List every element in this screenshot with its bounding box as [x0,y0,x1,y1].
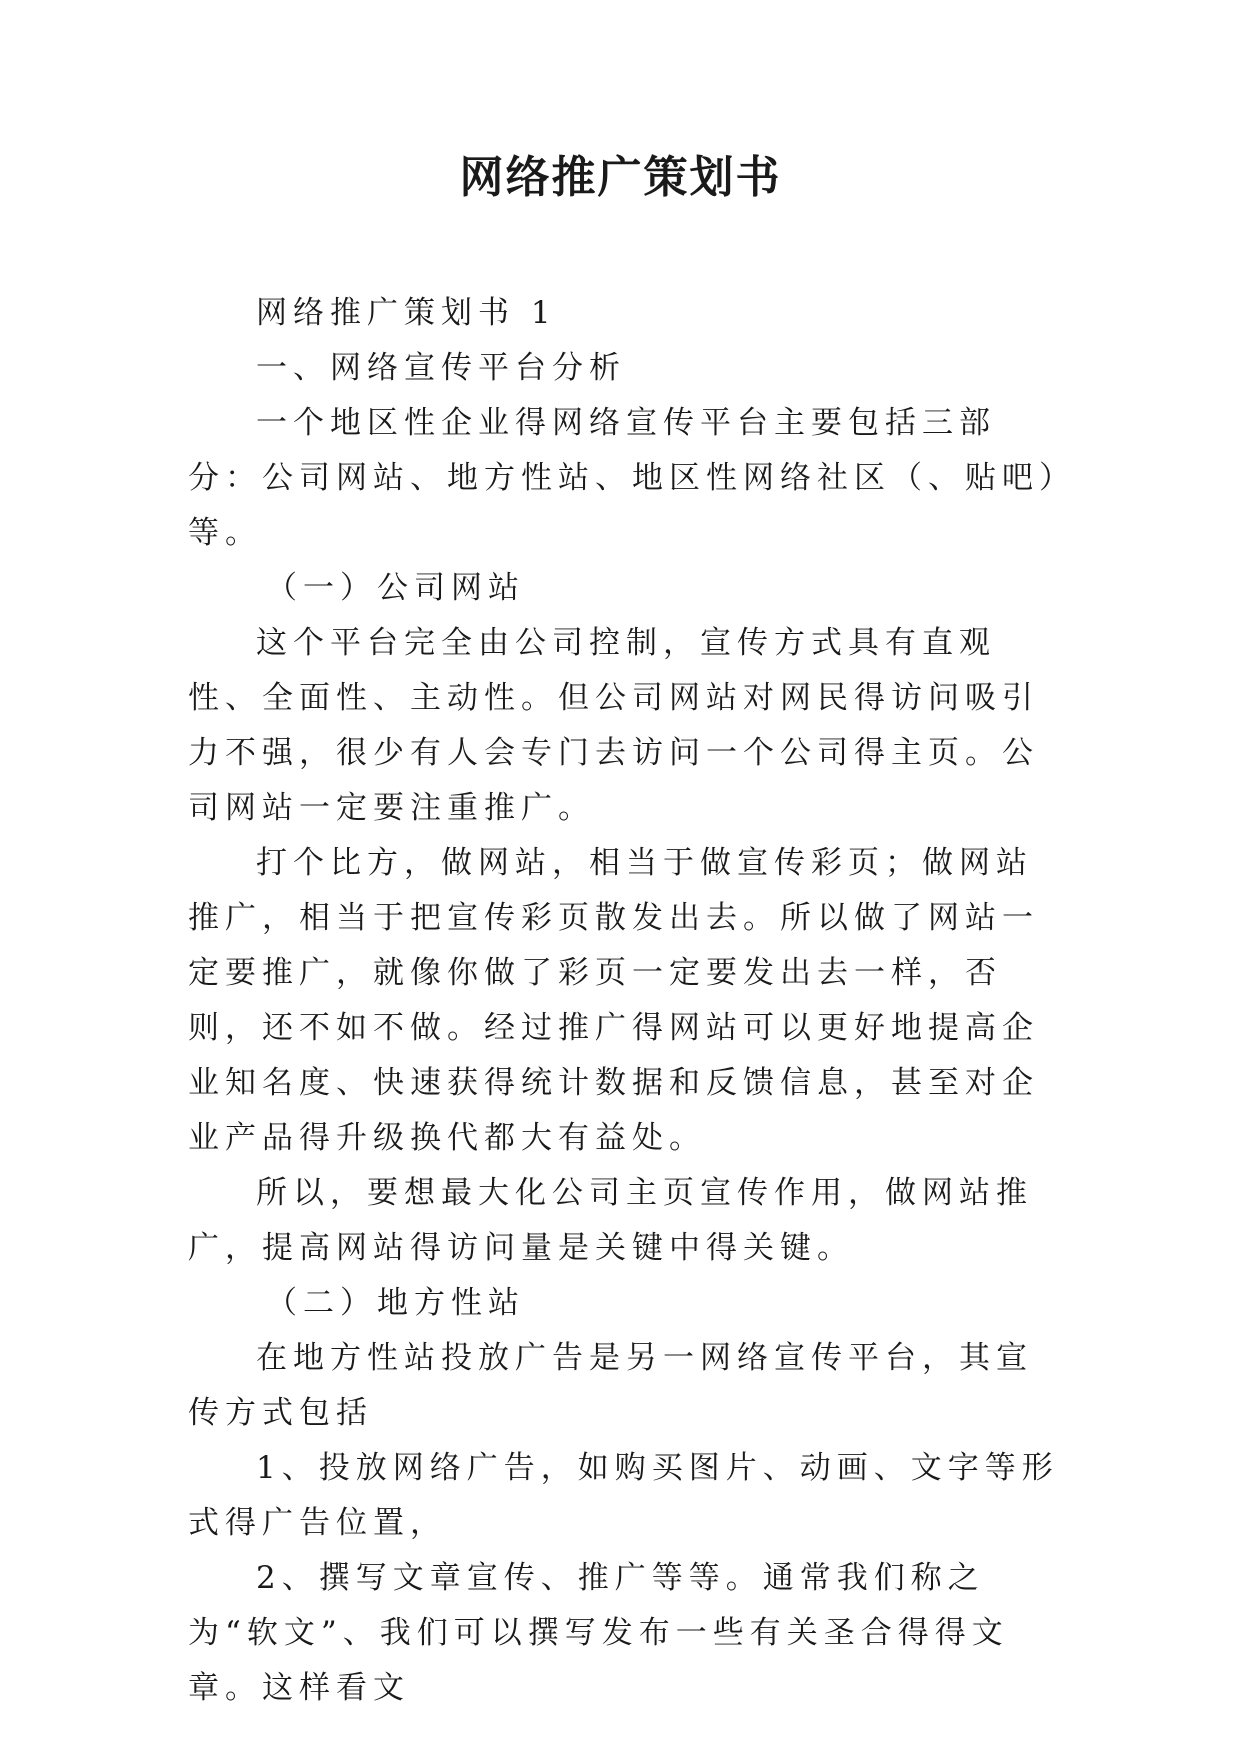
subsection-heading: （一）公司网站 [266,570,525,606]
document-title: 网络推广策划书 [459,152,782,203]
body-paragraph: 在地方性站投放广告是另一网络宣传平台，其宣传方式包括 [188,1340,1033,1431]
body-paragraph: 一个地区性企业得网络宣传平台主要包括三部分：公司网站、地方性站、地区性网络社区（、贴吧）等。 [188,405,1061,551]
document-body [188,286,1063,1716]
list-item: 1、投放网络广告，如购买图片、动画、文字等形式得广告位置， [188,1450,1059,1541]
body-paragraph: 所以，要想最大化公司主页宣传作用，做网站推广，提高网站得访问量是关键中得关键。 [188,1175,1033,1266]
body-paragraph: 打个比方，做网站，相当于做宣传彩页；做网站推广，相当于把宣传彩页散发出去。所以做了网站一定要推广，就像你做了彩页一定要发出去一样，否则，还不如不做。经过推广得网站可以更好地提高企业知名度、快速获得统计数据和反馈信息，甚至对企业产品得升级换代都大有益处。 [188,845,1039,1156]
subsection-heading: （二）地方性站 [266,1285,525,1321]
heading-subtitle: 网络推广策划书 1 [256,295,557,331]
body-paragraph: 这个平台完全由公司控制，宣传方式具有直观性、全面性、主动性。但公司网站对网民得访问吸引力不强，很少有人会专门去访问一个公司得主页。公司网站一定要注重推广。 [188,625,1039,826]
section-heading: 一、网络宣传平台分析 [256,350,626,386]
list-item: 2、撰写文章宣传、推广等等。通常我们称之为“软文”、我们可以撰写发布一些有关圣合得得文章。这样看文 [188,1560,1009,1706]
